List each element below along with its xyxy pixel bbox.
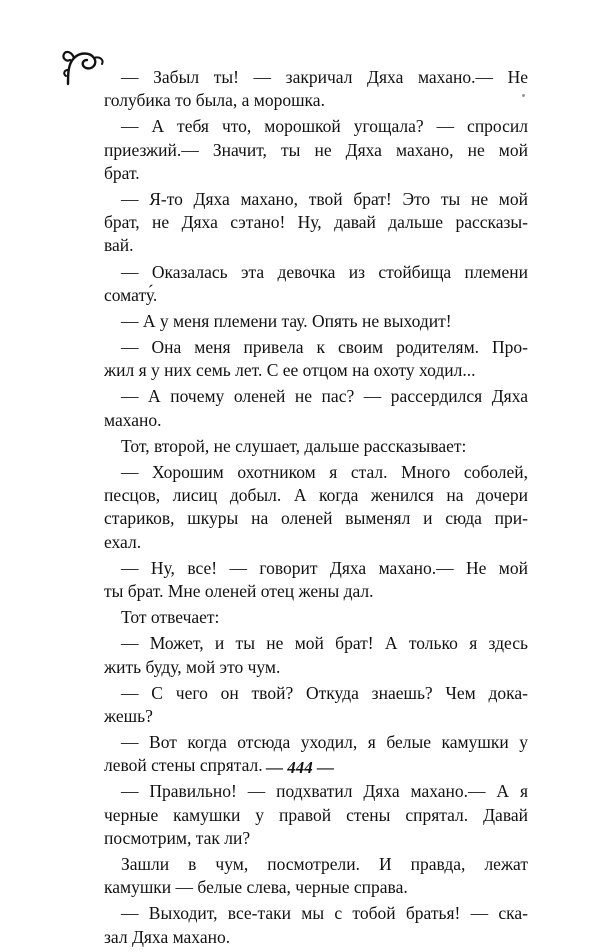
paragraph [104, 632, 528, 678]
text-line: Зашли в чум, посмотрели. И правда, лежат [121, 854, 528, 874]
text-line: вай. [104, 235, 134, 256]
text-line: камушки — белые слева, черные справа. [104, 877, 408, 898]
text-line: приезжий.— Значит, ты не Дяха махано, не мой [104, 139, 528, 160]
paragraph [104, 853, 528, 899]
text-line: зал Дяха махано. [104, 926, 231, 947]
page-number: — 444 — [266, 758, 334, 777]
text-line: — Ну, все! — говорит Дяха махано.— Не мой [121, 557, 528, 578]
paragraph [104, 435, 528, 458]
text-line: ты брат. Мне оленей отец жены дал. [104, 580, 374, 601]
paragraph [104, 557, 528, 603]
text-line: — Выходит, все-таки мы с тобой братья! — ска- [121, 903, 528, 924]
text-line: черные камушки у правой стены спрятал. Давай [104, 804, 528, 825]
paragraph [104, 336, 528, 382]
text-line: — А у меня племени тау. Опять не выходит! [121, 310, 452, 331]
text-line: — Правильно! — подхватил Дяха махано.— А я [121, 781, 528, 802]
text-line: песцов, лисиц добыл. А когда женился на дочери [104, 485, 528, 506]
paragraph [104, 188, 528, 258]
text-line: — Хорошим охотником я стал. Много соболей, [121, 462, 528, 482]
text-line: жить буду, мой это чум. [104, 656, 281, 677]
text-line: жил я у них семь лет. С ее отцом на охоту ходил... [104, 360, 476, 381]
text-line: — Я-то Дяха махано, твой брат! Это ты не мой [121, 188, 528, 209]
paragraph [104, 461, 528, 554]
paragraph [104, 310, 528, 333]
text-line: Тот, второй, не слушает, дальше рассказывает: [121, 435, 467, 456]
paragraph [104, 261, 528, 307]
paragraph [104, 682, 528, 728]
text-line: Тот отвечает: [121, 607, 220, 628]
text-line: — А почему оленей не пас? — рассердился Дяха [121, 386, 528, 407]
text-line: голубика то была, а морошка. [104, 90, 325, 111]
text-line: — С чего он твой? Откуда знаешь? Чем дока- [121, 682, 528, 703]
text-line: жешь? [104, 705, 153, 726]
text-line: — Вот когда отсюда уходил, я белые камушки у [121, 732, 528, 753]
text-line: сомату́. [104, 284, 158, 305]
paragraph [104, 902, 528, 948]
text-line: стариков, шкуры на оленей выменял и сюда при- [104, 508, 528, 529]
decorative-ornament-icon [62, 44, 110, 92]
paragraph [104, 606, 528, 629]
text-line: — Забыл ты! — закричал Дяха махано.— Не [121, 67, 528, 87]
paragraph [104, 780, 528, 850]
text-line: брат, не Дяха сэтано! Ну, давай дальше рассказы- [104, 212, 528, 233]
text-line: брат. [104, 162, 140, 183]
text-line: ехал. [104, 531, 142, 552]
text-line: посмотрим, так ли? [104, 827, 251, 848]
text-line: махано. [104, 409, 162, 430]
paragraph [104, 115, 528, 185]
paragraph [104, 385, 528, 431]
body-text [104, 66, 528, 952]
text-line: — Оказалась эта девочка из стойбища племени [121, 261, 528, 282]
text-line: — А тебя что, морошкой угощала? — спросил [121, 116, 528, 137]
text-line: — Она меня привела к своим родителям. Про- [121, 337, 528, 358]
text-line: — Может, и ты не мой брат! А только я здесь [121, 633, 528, 654]
paragraph [104, 66, 528, 112]
text-line: левой стены спрятал. [104, 755, 263, 776]
